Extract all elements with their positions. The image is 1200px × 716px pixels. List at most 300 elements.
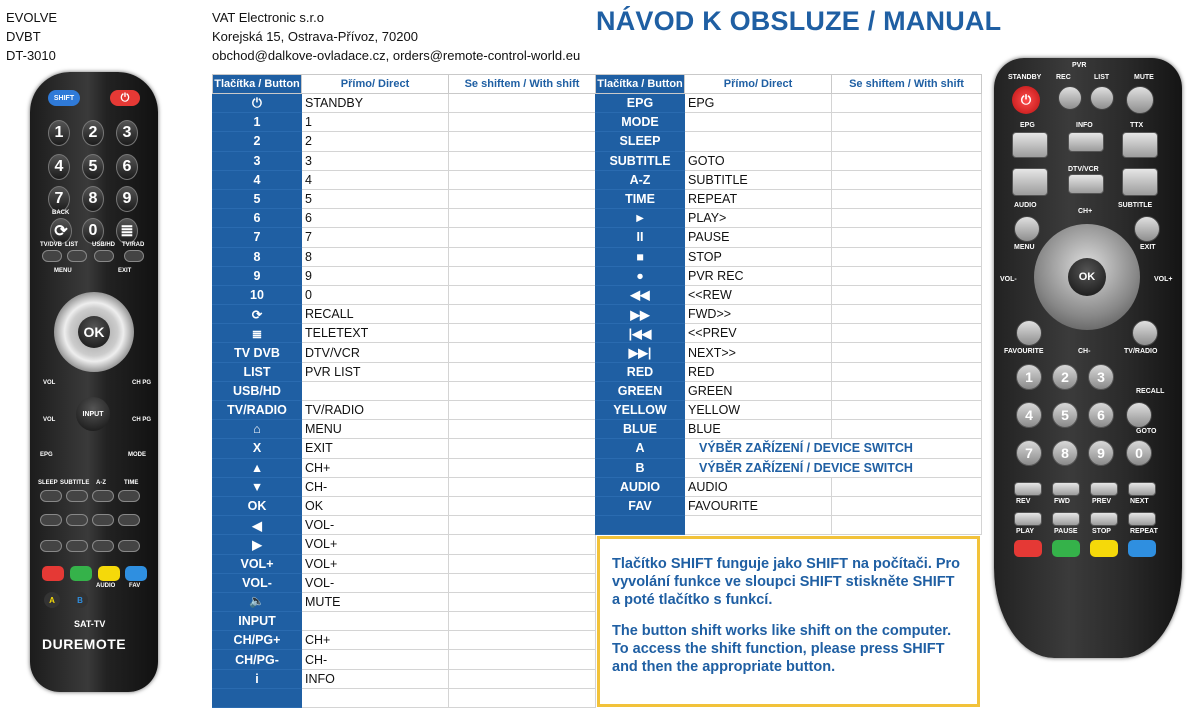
direct-cell xyxy=(685,132,832,151)
button-cell: FAV xyxy=(596,496,685,515)
shift-cell xyxy=(832,247,982,266)
direct-cell: MENU xyxy=(302,420,449,439)
media-button-image xyxy=(1090,482,1118,496)
shift-cell xyxy=(832,496,982,515)
button-cell xyxy=(596,516,685,535)
media-button-image xyxy=(66,514,88,526)
table-row xyxy=(213,496,596,515)
direct-cell xyxy=(685,113,832,132)
shift-cell xyxy=(449,612,596,631)
button-cell: OK xyxy=(213,496,302,515)
right-label: FAVOURITE xyxy=(1004,348,1044,355)
company-info xyxy=(212,8,580,65)
func-label: A-Z xyxy=(96,480,106,486)
func-label: SUBTITLE xyxy=(60,480,90,486)
right-label: DTV/VCR xyxy=(1068,166,1099,173)
shift-cell xyxy=(449,573,596,592)
button-cell: i xyxy=(213,669,302,688)
shift-cell xyxy=(832,266,982,285)
button-cell: 5 xyxy=(213,189,302,208)
manual-table-right xyxy=(595,74,982,535)
button-cell: A xyxy=(596,439,685,458)
table-row xyxy=(596,420,982,439)
direct-cell: STOP xyxy=(685,247,832,266)
table-row xyxy=(213,401,596,420)
direct-cell: PVR REC xyxy=(685,266,832,285)
button-cell: ◀ xyxy=(213,516,302,535)
shift-cell xyxy=(449,247,596,266)
digit-1-image: 1 xyxy=(48,120,70,146)
button-cell: GREEN xyxy=(596,381,685,400)
button-cell: 2 xyxy=(213,132,302,151)
table-row xyxy=(596,516,982,535)
right-label: VOL- xyxy=(1000,276,1017,283)
right-label: TTX xyxy=(1130,122,1144,129)
button-cell: TV/RADIO xyxy=(213,401,302,420)
shift-cell xyxy=(449,439,596,458)
button-cell: YELLOW xyxy=(596,401,685,420)
direct-cell: 0 xyxy=(302,285,449,304)
blue-button-image xyxy=(125,566,147,581)
digit-4-image: 4 xyxy=(48,154,70,180)
button-cell: |◀◀ xyxy=(596,324,685,343)
button-cell: TV DVB xyxy=(213,343,302,362)
menu-button-image xyxy=(1014,216,1040,242)
shift-cell xyxy=(449,688,596,707)
column-header-shift: Se shiftem / With shift xyxy=(449,75,596,94)
direct-cell: REPEAT xyxy=(685,189,832,208)
direct-cell: TV/RADIO xyxy=(302,401,449,420)
table-row xyxy=(596,228,982,247)
shift-cell xyxy=(449,592,596,611)
right-digit-image: 1 xyxy=(1016,364,1042,390)
shift-cell xyxy=(449,496,596,515)
device-switch-cell: VÝBĚR ZAŘÍZENÍ / DEVICE SWITCH xyxy=(685,458,982,477)
direct-cell: VOL+ xyxy=(302,554,449,573)
right-label: MENU xyxy=(1014,244,1035,251)
button-cell xyxy=(213,688,302,707)
shift-cell xyxy=(832,94,982,113)
table-row xyxy=(596,209,982,228)
button-cell: BLUE xyxy=(596,420,685,439)
direct-cell: FAVOURITE xyxy=(685,496,832,515)
table-row xyxy=(213,612,596,631)
table-row xyxy=(596,170,982,189)
button-cell: 10 xyxy=(213,285,302,304)
button-cell: MODE xyxy=(596,113,685,132)
shift-cell xyxy=(449,266,596,285)
green-button-image xyxy=(70,566,92,581)
table-row xyxy=(213,535,596,554)
right-digit-image: 6 xyxy=(1088,402,1114,428)
button-cell: 7 xyxy=(213,228,302,247)
button-cell: LIST xyxy=(213,362,302,381)
media-label: NEXT xyxy=(1130,498,1149,505)
shift-cell xyxy=(832,381,982,400)
table-row xyxy=(213,266,596,285)
red-button-image xyxy=(1014,540,1042,557)
small-label: USB/HD xyxy=(92,242,116,248)
direct-cell: PVR LIST xyxy=(302,362,449,381)
table-row xyxy=(596,247,982,266)
button-cell: 3 xyxy=(213,151,302,170)
chpg-label: CH PG xyxy=(132,380,152,386)
table-row xyxy=(213,324,596,343)
shift-cell xyxy=(832,151,982,170)
shift-cell xyxy=(449,381,596,400)
button-cell: ⟳ xyxy=(213,305,302,324)
media-label: REV xyxy=(1016,498,1031,505)
func-button-image xyxy=(118,490,140,502)
direct-cell: <<REW xyxy=(685,285,832,304)
func-button-image xyxy=(66,490,88,502)
direct-cell: CH+ xyxy=(302,631,449,650)
table-row xyxy=(596,132,982,151)
direct-cell: VOL- xyxy=(302,516,449,535)
shift-cell xyxy=(449,401,596,420)
direct-cell: CH- xyxy=(302,650,449,669)
direct-cell: 2 xyxy=(302,132,449,151)
media-button-image xyxy=(40,540,62,552)
button-cell: CH/PG+ xyxy=(213,631,302,650)
audio-button-image xyxy=(1012,168,1048,196)
table-row xyxy=(213,573,596,592)
right-label: CH- xyxy=(1078,348,1091,355)
table-row xyxy=(213,285,596,304)
direct-cell: MUTE xyxy=(302,592,449,611)
table-row xyxy=(213,439,596,458)
media-button-image xyxy=(1128,512,1156,526)
table-row xyxy=(596,305,982,324)
direct-cell: 3 xyxy=(302,151,449,170)
shift-cell xyxy=(832,305,982,324)
direct-cell: NEXT>> xyxy=(685,343,832,362)
table-row xyxy=(213,305,596,324)
left-ok-button: OK xyxy=(78,316,110,348)
shift-cell xyxy=(449,94,596,113)
shift-cell xyxy=(449,285,596,304)
device-info xyxy=(6,8,57,65)
shift-cell xyxy=(449,650,596,669)
right-digit-image: 7 xyxy=(1016,440,1042,466)
company-address: Korejská 15, Ostrava-Přívoz, 70200 xyxy=(212,29,418,44)
device-switch-cell: VÝBĚR ZAŘÍZENÍ / DEVICE SWITCH xyxy=(685,439,982,458)
right-ok-button: OK xyxy=(1068,258,1106,296)
right-label: AUDIO xyxy=(1014,202,1037,209)
vol-label: VOL xyxy=(43,380,56,386)
button-cell: VOL- xyxy=(213,573,302,592)
digit-7-image: 7 xyxy=(48,186,70,212)
right-label: INFO xyxy=(1076,122,1093,129)
direct-cell: RED xyxy=(685,362,832,381)
yellow-button-image xyxy=(98,566,120,581)
shift-cell xyxy=(832,209,982,228)
direct-cell: YELLOW xyxy=(685,401,832,420)
a-button-image: A xyxy=(44,592,60,608)
direct-cell: GOTO xyxy=(685,151,832,170)
power-icon: ⏻ xyxy=(110,90,140,106)
direct-cell: PLAY> xyxy=(685,209,832,228)
green-button-image xyxy=(1052,540,1080,557)
direct-cell: CH- xyxy=(302,477,449,496)
table-row xyxy=(596,362,982,381)
direct-cell: AUDIO xyxy=(685,477,832,496)
func-button-image xyxy=(40,490,62,502)
direct-cell: EXIT xyxy=(302,439,449,458)
media-button-image xyxy=(1052,512,1080,526)
shift-cell xyxy=(449,209,596,228)
direct-cell: DTV/VCR xyxy=(302,343,449,362)
direct-cell: EPG xyxy=(685,94,832,113)
button-cell: ■ xyxy=(596,247,685,266)
button-cell: 9 xyxy=(213,266,302,285)
shift-cell xyxy=(832,132,982,151)
table-row xyxy=(213,228,596,247)
func-label: MODE xyxy=(128,452,146,458)
shift-cell xyxy=(449,458,596,477)
right-label: TV/RADIO xyxy=(1124,348,1158,355)
right-label: MUTE xyxy=(1134,74,1154,81)
media-button-image xyxy=(1128,482,1156,496)
table-row xyxy=(213,189,596,208)
chpg-label-2: CH PG xyxy=(132,417,152,423)
media-label: REPEAT xyxy=(1130,528,1158,535)
right-digit-image: 5 xyxy=(1052,402,1078,428)
direct-cell: BLUE xyxy=(685,420,832,439)
table-row xyxy=(596,189,982,208)
shift-cell xyxy=(449,669,596,688)
button-cell: X xyxy=(213,439,302,458)
tvradio-button-image xyxy=(1132,320,1158,346)
shift-cell xyxy=(832,343,982,362)
shift-note-box xyxy=(597,536,980,707)
direct-cell xyxy=(302,612,449,631)
shift-cell xyxy=(832,324,982,343)
yellow-button-image xyxy=(1090,540,1118,557)
column-header-shift: Se shiftem / With shift xyxy=(832,75,982,94)
shift-cell xyxy=(832,516,982,535)
table-row xyxy=(213,669,596,688)
button-cell: EPG xyxy=(596,94,685,113)
shift-cell xyxy=(449,362,596,381)
subtitle-button-image xyxy=(1122,168,1158,196)
column-header-direct: Přímo/ Direct xyxy=(685,75,832,94)
rec-button-image xyxy=(1058,86,1082,110)
media-button-image xyxy=(1090,512,1118,526)
button-cell: B xyxy=(596,458,685,477)
direct-cell: 6 xyxy=(302,209,449,228)
direct-cell: PAUSE xyxy=(685,228,832,247)
direct-cell: 9 xyxy=(302,266,449,285)
direct-cell: CH+ xyxy=(302,458,449,477)
back-label: BACK xyxy=(52,210,70,216)
table-row xyxy=(213,516,596,535)
shift-cell xyxy=(449,631,596,650)
vol-label-2: VOL xyxy=(43,417,56,423)
dtvvcr-button-image xyxy=(1068,174,1104,194)
blue-button-image xyxy=(1128,540,1156,557)
right-label: STANDBY xyxy=(1008,74,1042,81)
shift-cell xyxy=(449,324,596,343)
direct-cell: INFO xyxy=(302,669,449,688)
small-button-image xyxy=(42,250,62,262)
button-cell: ▶ xyxy=(213,535,302,554)
button-cell: 6 xyxy=(213,209,302,228)
teletext-icon: ≣ xyxy=(116,218,138,244)
exit-button-image xyxy=(1134,216,1160,242)
media-label: STOP xyxy=(1092,528,1111,535)
table-row xyxy=(596,285,982,304)
button-cell: AUDIO xyxy=(596,477,685,496)
shift-note-english: The button shift works like shift on the computer. To access the shift function, please press SHIFT and then the appropriate button. xyxy=(612,623,952,675)
shift-cell xyxy=(449,343,596,362)
button-cell: 1 xyxy=(213,113,302,132)
table-row xyxy=(596,381,982,400)
button-cell: SUBTITLE xyxy=(596,151,685,170)
column-header-button: Tlačítka / Button xyxy=(213,75,302,94)
digit-6-image: 6 xyxy=(116,154,138,180)
button-cell: ▲ xyxy=(213,458,302,477)
shift-cell xyxy=(449,151,596,170)
menu-label: MENU xyxy=(54,268,72,274)
shift-cell xyxy=(832,362,982,381)
right-label: GOTO xyxy=(1136,428,1157,435)
input-button-image: INPUT xyxy=(76,397,110,431)
shift-cell xyxy=(449,189,596,208)
shift-cell xyxy=(449,535,596,554)
right-label: VOL+ xyxy=(1154,276,1173,283)
media-label: FWD xyxy=(1054,498,1070,505)
shift-cell xyxy=(832,285,982,304)
recall-button-image xyxy=(1126,402,1152,428)
table-row xyxy=(213,631,596,650)
func-label: TIME xyxy=(124,480,139,486)
table-row xyxy=(596,496,982,515)
direct-cell: VOL+ xyxy=(302,535,449,554)
media-label: PLAY xyxy=(1016,528,1035,535)
shift-cell xyxy=(832,113,982,132)
media-label: PAUSE xyxy=(1054,528,1078,535)
standby-icon: ⏻ xyxy=(1012,86,1040,114)
table-row xyxy=(213,420,596,439)
direct-cell: VOL- xyxy=(302,573,449,592)
company-name: VAT Electronic s.r.o xyxy=(212,10,324,25)
digit-5-image: 5 xyxy=(82,154,104,180)
button-cell: 8 xyxy=(213,247,302,266)
favourite-button-image xyxy=(1016,320,1042,346)
func-label: SLEEP xyxy=(38,480,58,486)
shift-cell xyxy=(449,170,596,189)
button-cell: ◀◀ xyxy=(596,285,685,304)
button-cell: 🔈 xyxy=(213,592,302,611)
direct-cell: 8 xyxy=(302,247,449,266)
table-row xyxy=(213,132,596,151)
table-row xyxy=(213,113,596,132)
direct-cell: FWD>> xyxy=(685,305,832,324)
media-label: PREV xyxy=(1092,498,1112,505)
table-row xyxy=(213,458,596,477)
table-row xyxy=(596,151,982,170)
direct-cell: 4 xyxy=(302,170,449,189)
media-button-image xyxy=(118,514,140,526)
button-cell: ⌂ xyxy=(213,420,302,439)
button-cell: RED xyxy=(596,362,685,381)
shift-cell xyxy=(832,189,982,208)
right-label: EXIT xyxy=(1140,244,1156,251)
small-button-image xyxy=(67,250,87,262)
table-row xyxy=(213,170,596,189)
direct-cell xyxy=(302,688,449,707)
small-button-image xyxy=(94,250,114,262)
table-row xyxy=(213,94,596,113)
media-button-image xyxy=(66,540,88,552)
epg-button-image xyxy=(1012,132,1048,158)
page-title: NÁVOD K OBSLUZE / MANUAL xyxy=(596,6,1002,36)
shift-cell xyxy=(449,554,596,573)
sat-tv-label: SAT-TV xyxy=(74,619,106,629)
digit-0-image: 0 xyxy=(82,218,104,244)
media-button-image xyxy=(92,514,114,526)
func-label: EPG xyxy=(40,452,53,458)
right-label: EPG xyxy=(1020,122,1035,129)
table-row xyxy=(596,94,982,113)
right-label: RECALL xyxy=(1136,388,1165,395)
media-button-image xyxy=(1052,482,1080,496)
list-button-image xyxy=(1090,86,1114,110)
func-button-image xyxy=(92,490,114,502)
button-cell: A-Z xyxy=(596,170,685,189)
button-cell: ▶▶ xyxy=(596,305,685,324)
table-row xyxy=(596,324,982,343)
shift-cell xyxy=(832,170,982,189)
device-brand: EVOLVE xyxy=(6,10,58,25)
button-cell: ▼ xyxy=(213,477,302,496)
shift-cell xyxy=(832,401,982,420)
shift-cell xyxy=(832,477,982,496)
right-label: PVR xyxy=(1072,62,1087,69)
small-label: TV/DVB xyxy=(40,242,63,248)
media-button-image xyxy=(1014,482,1042,496)
table-row xyxy=(596,439,982,458)
shift-cell xyxy=(449,228,596,247)
button-cell: VOL+ xyxy=(213,554,302,573)
fav-label: FAV xyxy=(129,583,141,589)
digit-8-image: 8 xyxy=(82,186,104,212)
table-row xyxy=(213,477,596,496)
small-label: TV/RAD xyxy=(122,242,145,248)
shift-cell xyxy=(449,305,596,324)
shift-cell xyxy=(449,420,596,439)
digit-3-image: 3 xyxy=(116,120,138,146)
info-button-image xyxy=(1068,132,1104,152)
table-row xyxy=(213,209,596,228)
back-icon: ⟳ xyxy=(50,218,72,244)
b-button-image: B xyxy=(72,592,88,608)
right-label: SUBTITLE xyxy=(1118,202,1153,209)
shift-cell xyxy=(449,113,596,132)
right-digit-image: 4 xyxy=(1016,402,1042,428)
media-button-image xyxy=(40,514,62,526)
table-row xyxy=(213,247,596,266)
table-row xyxy=(213,688,596,707)
table-row xyxy=(596,343,982,362)
digit-2-image: 2 xyxy=(82,120,104,146)
table-row xyxy=(213,554,596,573)
right-label: LIST xyxy=(1094,74,1110,81)
red-button-image xyxy=(42,566,64,581)
right-label: CH+ xyxy=(1078,208,1093,215)
shift-cell xyxy=(832,228,982,247)
